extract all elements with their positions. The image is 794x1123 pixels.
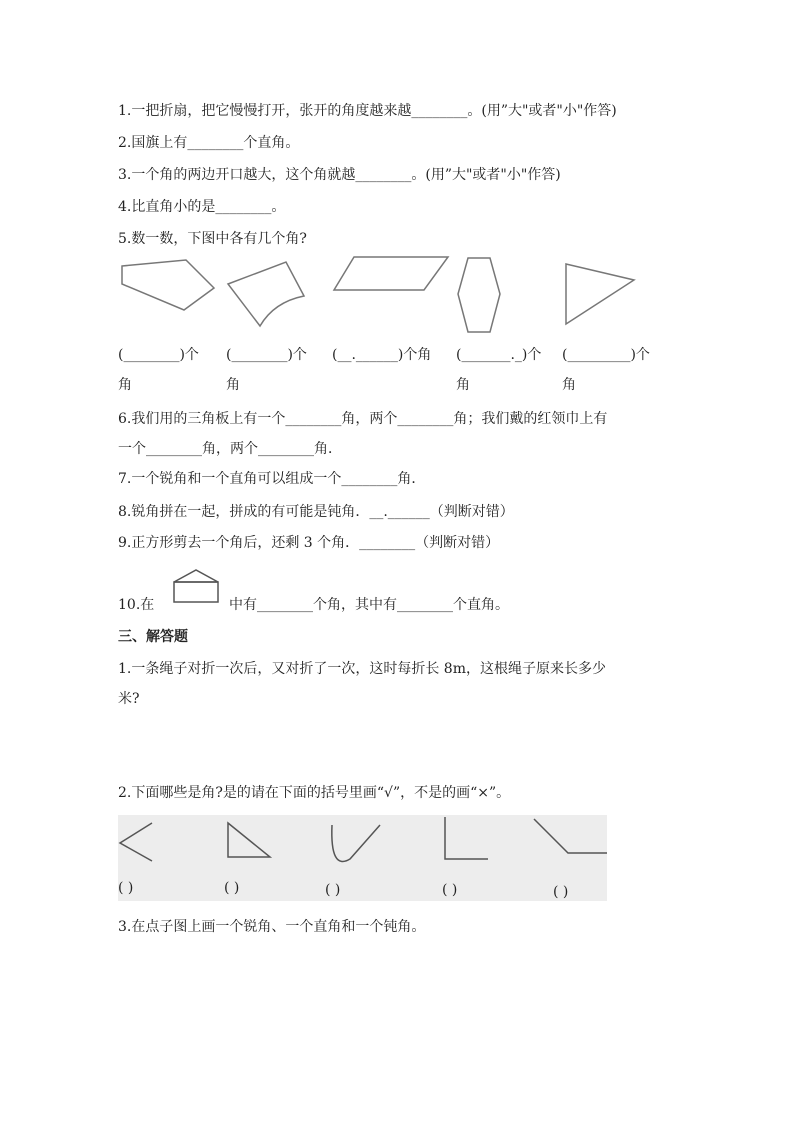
angle-figure-3 [332,825,380,861]
hexagon-figure [456,256,504,336]
question-8: 8.锐角拼在一起，拼成的有可能是钝角．__.______（判断对错） [118,504,514,520]
q5-blank-2: (________)个 [226,347,307,363]
question-9: 9.正方形剪去一个角后，还剩 3 个角．________（判断对错） [118,535,500,551]
question-1: 1.一把折扇，把它慢慢打开，张开的角度越来越________。(用”大"或者"小"作答) [118,103,617,119]
question-3: 3.一个角的两边开口越大，这个角就越________。(用”大"或者"小"作答) [118,167,561,183]
question-6-line-2: 一个________角，两个________角． [118,441,342,457]
question-10-prefix: 10.在 [118,597,155,613]
answer-paren-3: ( ) [325,882,341,898]
q5-blank-3: (__.______)个角 [332,347,432,363]
question-7: 7.一个锐角和一个直角可以组成一个________角． [118,471,426,487]
answer-paren-1: ( ) [118,880,134,896]
parallelogram-figure [332,254,452,294]
q5-wrap-3: 角 [456,377,470,393]
section-title: 三、解答题 [118,629,188,645]
pentagon-figure [118,258,218,314]
angle-figure-1 [120,823,152,861]
q5-blank-1: (________)个 [118,347,199,363]
angle-figure-5 [534,819,607,853]
angle-figures [118,815,607,901]
q5-wrap-4: 角 [562,377,576,393]
angle-figure-2 [228,823,270,857]
q5-blank-4: (_______._)个 [456,347,542,363]
q5-wrap-2: 角 [226,377,240,393]
answer-question-1-line-1: 1.一条绳子对折一次后，又对折了一次，这时每折长 8m，这根绳子原来长多少 [118,661,606,677]
question-5: 5.数一数，下图中各有几个角? [118,231,307,247]
question-2: 2.国旗上有________个直角。 [118,135,300,151]
angle-figure-4 [445,817,488,859]
triangle-figure [562,260,638,328]
answer-paren-4: ( ) [442,882,458,898]
answer-question-3: 3.在点子图上画一个锐角、一个直角和一个钝角。 [118,919,426,935]
question-4: 4.比直角小的是________。 [118,199,286,215]
question-10-suffix: 中有________个角，其中有________个直角。 [229,597,509,613]
answer-paren-5: ( ) [553,884,569,900]
answer-question-1-line-2: 米? [118,691,140,707]
house-shape-figure [164,566,228,606]
question-6-line-1: 6.我们用的三角板上有一个________角，两个________角；我们戴的红领巾上有 [118,411,608,427]
q5-wrap-1: 角 [118,377,132,393]
curved-quadrilateral-figure [224,258,308,330]
q5-blank-5: (_________)个 [562,347,650,363]
answer-question-2: 2.下面哪些是角?是的请在下面的括号里画“√”，不是的画“×”。 [118,785,511,801]
answer-paren-2: ( ) [224,880,240,896]
